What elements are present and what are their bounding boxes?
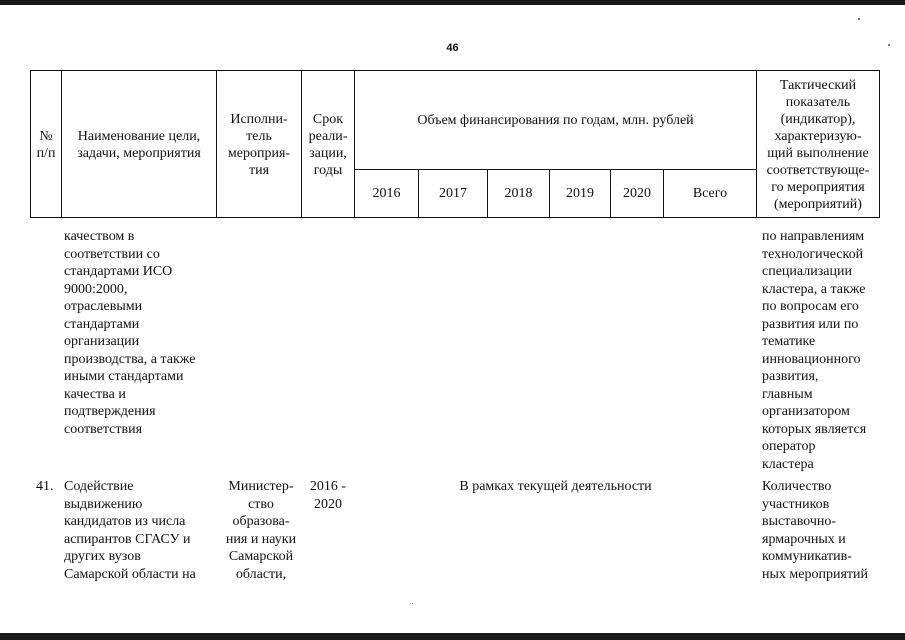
header-year-2016: 2016 (372, 186, 401, 201)
table-header (30, 70, 880, 218)
header-border-bottom (30, 217, 880, 218)
scan-speck (858, 18, 860, 20)
row-41-executor: Министер- ство образова- ния и науки Самарской области, (225, 479, 297, 582)
header-border-right (879, 70, 880, 218)
page-number: 46 (446, 42, 459, 54)
row-41-term: 2016 - 2020 (309, 479, 347, 512)
scan-bottom-edge (0, 633, 905, 640)
continued-row-name: качеством в соответствии со стандартами ИСО 9000:2000, отраслевыми стандартами организации производства, а также иными стандартами качества и подтверждения соответствия (64, 229, 196, 437)
row-41-funding: В рамках текущей деятельности (459, 479, 652, 494)
header-year-2019: 2019 (566, 186, 594, 201)
header-year-2020: 2020 (623, 186, 651, 201)
scan-top-edge (0, 0, 905, 5)
header-number: № п/п (36, 128, 56, 161)
header-indicator: Тактический показатель (индикатор), характеризую- щий выполнение соответствующе- го мероприятия (мероприятий) (766, 77, 870, 212)
row-41-number: 41. (36, 479, 54, 494)
continued-row-indicator: по направлениям технологической специализации кластера, а также по вопросам его развития или по тематике инновационного развития, главным организатором которых является оператор кластера (762, 229, 867, 472)
header-year-2018: 2018 (504, 186, 533, 201)
header-border-top (30, 70, 880, 71)
header-term: Срок реали- зации, годы (308, 111, 348, 178)
scan-speck (412, 603, 413, 604)
header-name: Наименование цели, задачи, мероприятия (77, 128, 201, 161)
header-executor: Исполни- тель мероприя- тия (227, 111, 291, 178)
row-41-name: Содействие выдвижению кандидатов из числа аспирантов СГАСУ и других вузов Самарской области на (64, 479, 196, 582)
row-41-indicator: Количество участников выставочно- ярмарочных и коммуникатив- ных мероприятий (762, 479, 868, 582)
header-funding: Объем финансирования по годам, млн. рублей (417, 113, 694, 128)
header-year-2017: 2017 (439, 186, 467, 201)
header-total: Всего (692, 186, 728, 201)
